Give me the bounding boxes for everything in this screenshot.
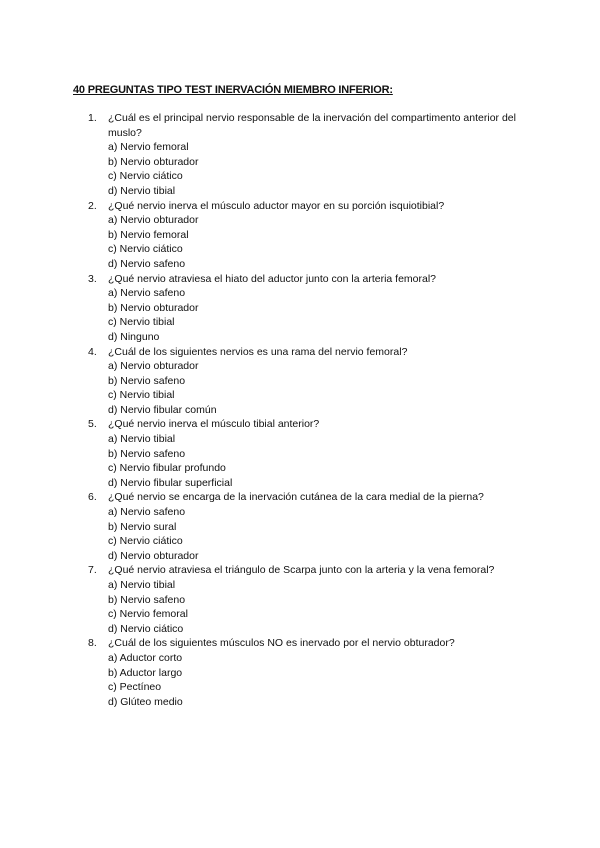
question-number: 6. (88, 491, 97, 504)
answer-option: b) Nervio safeno (108, 374, 186, 387)
answer-option: a) Nervio tibial (108, 433, 176, 446)
question-text: ¿Cuál de los siguientes nervios es una rama del nervio femoral? (108, 345, 408, 358)
answer-options (108, 359, 538, 417)
question-item (88, 345, 538, 418)
answer-option: c) Nervio ciático (108, 243, 183, 256)
answer-option: b) Nervio femoral (108, 228, 189, 241)
question-text: ¿Qué nervio inerva el músculo aductor mayor en su porción isquiotibial? (108, 199, 445, 212)
answer-option: d) Nervio fibular común (108, 403, 217, 416)
document-title: 40 PREGUNTAS TIPO TEST INERVACIÓN MIEMBRO INFERIOR: (73, 84, 393, 96)
answer-option: d) Nervio ciático (108, 622, 184, 635)
question-text: ¿Cuál es el principal nervio responsable de la inervación del compartimento anterior del muslo? (108, 112, 516, 139)
question-text: ¿Qué nervio atraviesa el hiato del aductor junto con la arteria femoral? (108, 272, 437, 285)
answer-option: c) Nervio femoral (108, 608, 188, 621)
answer-option: d) Glúteo medio (108, 695, 183, 708)
answer-options (108, 505, 538, 563)
question-text: ¿Qué nervio inerva el músculo tibial anterior? (108, 418, 320, 431)
question-item (88, 111, 538, 199)
question-number: 5. (88, 418, 97, 431)
answer-option: c) Pectíneo (108, 681, 162, 694)
question-number: 7. (88, 564, 97, 577)
answer-option: a) Aductor corto (108, 651, 183, 664)
question-item (88, 417, 538, 490)
question-item (88, 199, 538, 272)
question-number: 8. (88, 637, 97, 650)
question-item (88, 272, 538, 345)
question-item (88, 490, 538, 563)
question-list (88, 111, 538, 709)
answer-option: a) Nervio femoral (108, 141, 189, 154)
answer-option: d) Ninguno (108, 330, 160, 343)
answer-option: c) Nervio ciático (108, 170, 183, 183)
answer-options (108, 286, 538, 344)
answer-option: a) Nervio safeno (108, 287, 186, 300)
question-text: ¿Cuál de los siguientes músculos NO es inervado por el nervio obturador? (108, 637, 455, 650)
answer-options (108, 140, 538, 198)
answer-option: a) Nervio tibial (108, 579, 176, 591)
answer-option: a) Nervio obturador (108, 360, 199, 373)
answer-option: b) Nervio sural (108, 520, 177, 533)
question-item (88, 563, 538, 636)
answer-option: b) Nervio safeno (108, 447, 186, 460)
answer-option: b) Aductor largo (108, 666, 183, 679)
answer-option: b) Nervio obturador (108, 155, 199, 168)
answer-options (108, 578, 538, 636)
answer-option: c) Nervio ciático (108, 535, 183, 548)
answer-options (108, 213, 538, 271)
answer-option: a) Nervio obturador (108, 214, 199, 227)
question-text: ¿Qué nervio atraviesa el triángulo de Scarpa junto con la arteria y la vena femoral? (108, 564, 495, 577)
answer-option: b) Nervio obturador (108, 301, 199, 314)
answer-option: a) Nervio safeno (108, 506, 186, 519)
answer-options (108, 432, 538, 490)
answer-option: c) Nervio tibial (108, 389, 175, 402)
question-number: 4. (88, 345, 97, 358)
answer-option: d) Nervio fibular superficial (108, 476, 233, 489)
question-number: 1. (88, 112, 97, 124)
question-number: 3. (88, 272, 97, 285)
question-item (88, 636, 538, 709)
answer-option: b) Nervio safeno (108, 593, 186, 606)
answer-option: d) Nervio safeno (108, 257, 186, 270)
question-text: ¿Qué nervio se encarga de la inervación cutánea de la cara medial de la pierna? (108, 491, 484, 504)
question-number: 2. (88, 199, 97, 212)
answer-options (108, 651, 538, 709)
answer-option: d) Nervio obturador (108, 549, 199, 562)
answer-option: d) Nervio tibial (108, 184, 176, 197)
answer-option: c) Nervio tibial (108, 316, 175, 329)
answer-option: c) Nervio fibular profundo (108, 462, 226, 475)
